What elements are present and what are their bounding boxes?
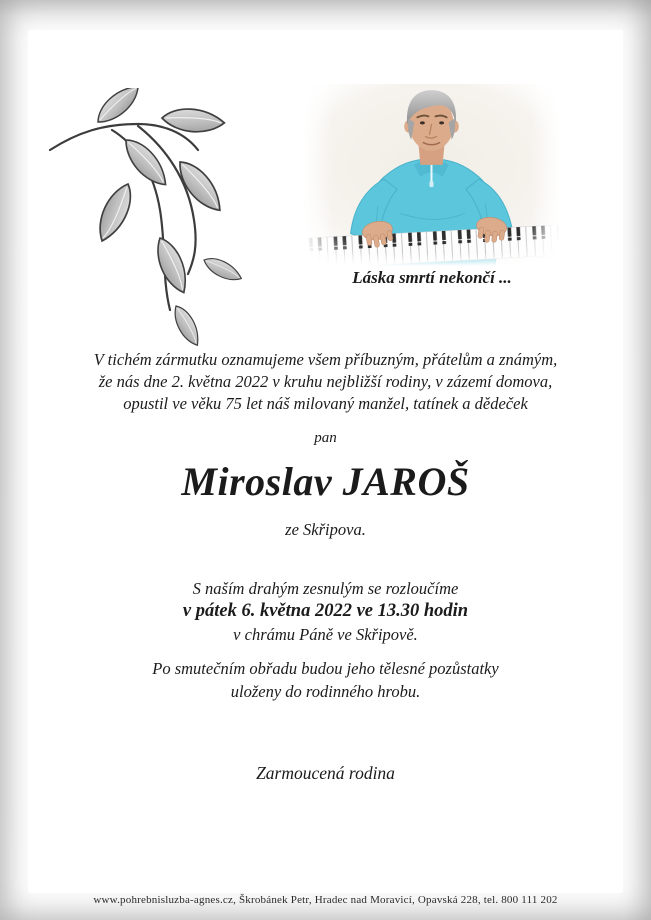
burial-block bbox=[0, 657, 651, 703]
leaf-branch-icon bbox=[42, 88, 242, 348]
intro-line: opustil ve věku 75 let náš milovaný manžel, tatínek a dědeček bbox=[123, 394, 528, 413]
mourning-family-signature: Zarmoucená rodina bbox=[256, 763, 395, 783]
deceased-origin: ze Skřipova. bbox=[285, 520, 366, 539]
farewell-block bbox=[0, 577, 651, 646]
photo-caption: Láska smrtí nekončí ... bbox=[352, 268, 512, 287]
farewell-line: S naším drahým zesnulým se rozloučíme bbox=[192, 579, 459, 598]
funeral-service-footer: www.pohrebnisluzba-agnes.cz, Škrobánek Petr, Hradec nad Moravicí, Opavská 228, tel. 800 111 202 bbox=[93, 894, 558, 906]
intro-line: V tichém zármutku oznamujeme všem příbuzným, přátelům a známým, bbox=[93, 350, 558, 369]
burial-line: Po smutečním obřadu budou jeho tělesné pozůstatky bbox=[152, 659, 499, 678]
intro-line: že nás dne 2. května 2022 v kruhu nejbližší rodiny, v zázemí domova, bbox=[98, 372, 553, 391]
portrait-photo bbox=[303, 84, 561, 266]
burial-line: uloženy do rodinného hrobu. bbox=[230, 682, 421, 701]
funeral-place: v chrámu Páně ve Skřipově. bbox=[233, 625, 418, 644]
deceased-name: Miroslav JAROŠ bbox=[181, 459, 470, 504]
title-prefix: pan bbox=[314, 430, 337, 446]
intro-paragraph bbox=[0, 349, 651, 415]
funeral-datetime: v pátek 6. května 2022 ve 13.30 hodin bbox=[182, 601, 469, 621]
